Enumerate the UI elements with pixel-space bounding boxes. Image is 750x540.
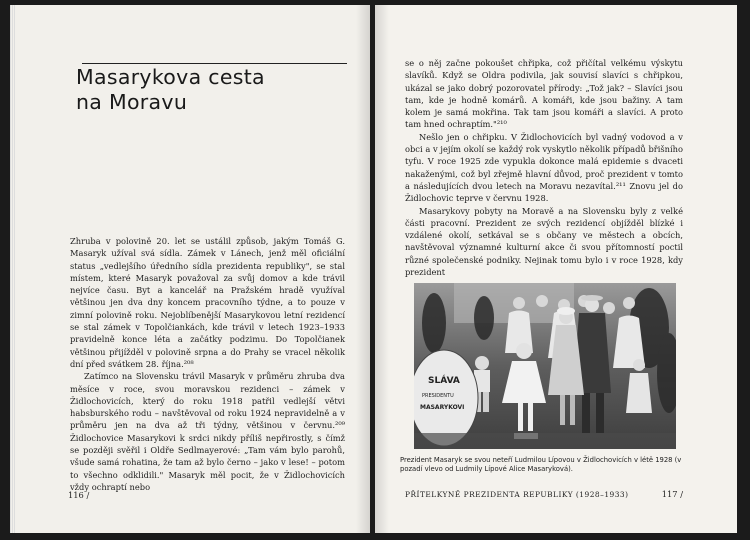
chapter-title — [76, 65, 356, 115]
gutter-shadow — [375, 5, 389, 533]
paragraph: Masarykovy pobyty na Moravě a na Slovensku byly z velké části pracovní. Prezident ze svých rezidencí objížděl blízké i vzdálené okolí, setkával se s občany ve městech a obcích, navštěvoval významné kulturní akce či svou přítomností poctil různé společenské podniky. Nejinak tomu bylo i v roce 1928, kdy prezident — [405, 205, 683, 278]
historical-photo — [414, 283, 676, 449]
page-number-left: 116 / — [68, 490, 90, 500]
page-edge — [10, 5, 16, 533]
banner-line-3: MASARYKOVI — [420, 404, 465, 411]
banner-line-2: PRESIDENTU — [422, 393, 454, 399]
banner — [414, 350, 478, 446]
banner-line-1: SLÁVA — [428, 376, 460, 386]
page-footer-right — [405, 489, 683, 499]
page-number-right: 117 / — [661, 489, 683, 499]
chapter-title-line-2: na Moravu — [76, 90, 188, 114]
photo-caption: Prezident Masaryk se svou neteří Ludmilou Lípovou v Židlochovicích v létě 1928 (v pozadí vlevo od Ludmily Lípové Alice Masaryková). — [400, 456, 682, 473]
right-page — [375, 5, 737, 533]
chapter-title-line-1: Masarykova cesta — [76, 65, 265, 89]
paragraph: Zhruba v polovině 20. let se ustálil způsob, jakým Tomáš G. Masaryk užíval svá sídla. Zámek v Lánech, jenž měl oficiální status „vedlejšího úředního sídla prezidenta republiky", se stal místem, které Masaryk považoval za svůj domov a kde trávil nejvíce času. Byt a kancelář na Pražském hradě využíval většinou jen dva dny koncem pracovního týdne, a to pouze v zimní polovině roku. Nejoblíbenější Masarykovou letní rezidencí se stal zámek v Topolčiankách, kde trávil v letech 1923–1933 pravidelně konce léta a začátky podzimu. Do Topolčianek většinou přijížděl v polovině srpna a do Prahy se vracel několik dní před svátkem 28. října.²⁰⁸ — [70, 236, 345, 369]
photo-illustration — [414, 283, 676, 449]
paragraph: Nešlo jen o chřipku. V Židlochovicích byl vadný vodovod a v obci a v jejím okolí se každý rok vyskytlo několik případů břišního tyfu. V roce 1925 zde vypukla dokonce malá epidemie s dvaceti nakaženými, což byl zřejmě hlavní důvod, proč prezident v tomto a následujících dvou letech na Moravu nezavítal.²¹¹ Znovu jel do Židlochovic teprve v červnu 1928. — [405, 131, 683, 204]
paragraph: se o něj začne pokoušet chřipka, což přičítal velkému výskytu slavíků. Když se Oldra podivila, jak souvisí slavíci s chřipkou, ukázal se jako dobrý pozorovatel přírody: „Tož jak? – Slavíci jsou tam, kde je hodně komárů. A komáři, kde jsou bažiny. A tam kolem je samá mokřina. Tak tam jsou komáři a slavíci. A proto tam hned ochraptím."²¹⁰ — [405, 58, 683, 130]
left-body-text — [70, 235, 345, 493]
right-body-text — [405, 57, 683, 278]
photo-ground — [414, 433, 676, 449]
chapter-rule — [82, 63, 347, 64]
left-page — [10, 5, 370, 533]
running-head: PŘÍTELKYNĚ PREZIDENTA REPUBLIKY (1928–1933) — [405, 490, 629, 499]
gutter-shadow — [356, 5, 370, 533]
paragraph: Zatímco na Slovensku trávil Masaryk v průměru zhruba dva měsíce v roce, svou moravskou rezidenci – zámek v Židlochovicích, který do roku 1918 patřil vedlejší větvi habsburského rodu – navštěvoval od roku 1924 nepravidelně a v průměru jen na dva až tři týdny, většinou v červnu.²⁰⁹ Židlochovice Masarykovi k srdci nikdy příliš nepřirostly, s čímž se později svěřil i Oldře Sedlmayerové: „Tam vám bylo parohů, všude samá rohatina, že tam až bylo černo – jako v lese! – potom to všechno odklidili." Masaryk měl pocit, že v Židlochovicích vždy ochraptí nebo — [70, 371, 345, 492]
